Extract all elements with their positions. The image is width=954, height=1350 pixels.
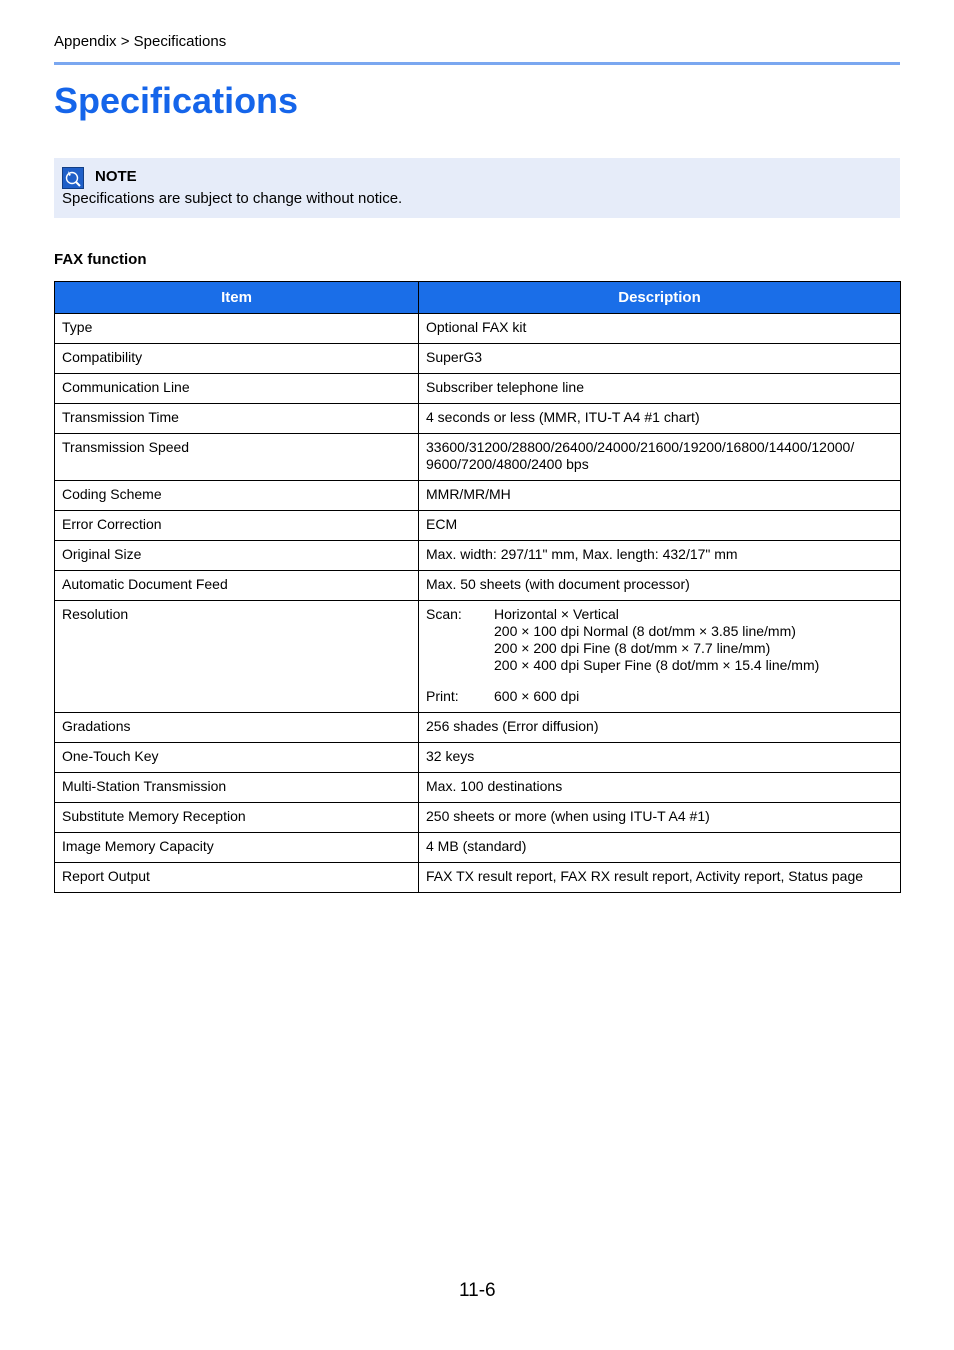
description-line: 32 keys (426, 748, 475, 764)
description-line: FAX TX result report, FAX RX result report, Activity report, Status page (426, 868, 864, 884)
table-row (55, 374, 901, 404)
table-body (55, 314, 901, 893)
spec-item-cell: Transmission Speed (55, 434, 419, 481)
spec-description-cell (419, 434, 901, 481)
description-line: Max. width: 297/11" mm, Max. length: 432/17" mm (426, 546, 738, 562)
resolution-value: 200 × 100 dpi Normal (8 dot/mm × 3.85 line/mm) (494, 623, 796, 639)
table-row (55, 773, 901, 803)
description-line: 4 seconds or less (MMR, ITU-T A4 #1 chart) (426, 409, 700, 425)
table-row (55, 314, 901, 344)
spec-item-cell: Image Memory Capacity (55, 833, 419, 863)
resolution-label (426, 657, 494, 674)
spec-description-cell (419, 863, 901, 893)
table-row (55, 863, 901, 893)
spec-description-cell (419, 404, 901, 434)
page-number: 11-6 (459, 1280, 496, 1301)
spec-description-cell (419, 743, 901, 773)
spec-description-cell (419, 833, 901, 863)
spec-description-cell (419, 541, 901, 571)
spec-description-cell (419, 713, 901, 743)
spec-description-cell (419, 773, 901, 803)
section-heading: FAX function (54, 251, 147, 268)
spec-description-cell (419, 344, 901, 374)
note-label: NOTE (95, 168, 137, 185)
page-title: Specifications (54, 80, 299, 121)
table-row (55, 404, 901, 434)
description-line: Max. 100 destinations (426, 778, 563, 794)
resolution-label (426, 640, 494, 657)
spec-item-cell: Compatibility (55, 344, 419, 374)
resolution-line (426, 606, 893, 623)
spec-description-cell (419, 481, 901, 511)
table-row (55, 601, 901, 713)
table-row (55, 481, 901, 511)
table-row (55, 713, 901, 743)
table-row (55, 833, 901, 863)
table-header-row (55, 282, 901, 314)
description-line: Max. 50 sheets (with document processor) (426, 576, 690, 592)
resolution-value: 200 × 200 dpi Fine (8 dot/mm × 7.7 line/mm) (494, 640, 771, 656)
resolution-label (426, 623, 494, 640)
resolution-value: 600 × 600 dpi (494, 688, 580, 704)
spec-description-cell (419, 571, 901, 601)
description-line: SuperG3 (426, 349, 483, 365)
spec-item-cell: One-Touch Key (55, 743, 419, 773)
table-row (55, 743, 901, 773)
table-row (55, 511, 901, 541)
spec-item-cell: Type (55, 314, 419, 344)
spec-description-cell (419, 803, 901, 833)
spec-description-cell (419, 374, 901, 404)
note-text: Specifications are subject to change without notice. (62, 190, 403, 207)
spec-item-cell: Automatic Document Feed (55, 571, 419, 601)
spec-item-cell: Report Output (55, 863, 419, 893)
spec-item-cell: Multi-Station Transmission (55, 773, 419, 803)
spec-item-cell: Substitute Memory Reception (55, 803, 419, 833)
spec-description-cell (419, 314, 901, 344)
table-row (55, 344, 901, 374)
note-icon (62, 167, 84, 189)
description-line: 256 shades (Error diffusion) (426, 718, 599, 734)
resolution-line (426, 688, 893, 705)
spec-item-cell: Transmission Time (55, 404, 419, 434)
table-row (55, 434, 901, 481)
description-line: MMR/MR/MH (426, 486, 511, 502)
resolution-label: Print: (426, 688, 459, 704)
resolution-line (426, 657, 893, 674)
description-line: 4 MB (standard) (426, 838, 527, 854)
description-line: 9600/7200/4800/2400 bps (426, 456, 589, 472)
resolution-label: Scan: (426, 606, 462, 622)
spec-item-cell: Original Size (55, 541, 419, 571)
spec-table (54, 281, 901, 893)
spec-item-cell: Coding Scheme (55, 481, 419, 511)
table-row (55, 803, 901, 833)
spec-description-cell (419, 511, 901, 541)
description-line: 33600/31200/28800/26400/24000/21600/19200/16800/14400/12000/ (426, 439, 855, 455)
breadcrumb: Appendix > Specifications (54, 33, 227, 50)
resolution-value: Horizontal × Vertical (494, 606, 619, 622)
header-rule (54, 62, 900, 65)
table-row (55, 571, 901, 601)
table-row (55, 541, 901, 571)
spec-description-cell (419, 601, 901, 713)
resolution-line (426, 623, 893, 640)
description-line: Subscriber telephone line (426, 379, 584, 395)
spec-item-cell: Error Correction (55, 511, 419, 541)
description-line: 250 sheets or more (when using ITU-T A4 #1) (426, 808, 710, 824)
spec-item-cell: Gradations (55, 713, 419, 743)
spec-item-cell: Communication Line (55, 374, 419, 404)
resolution-value: 200 × 400 dpi Super Fine (8 dot/mm × 15.4 line/mm) (494, 657, 820, 673)
note-box (54, 158, 900, 218)
column-header-item: Item (55, 282, 419, 314)
resolution-line (426, 640, 893, 657)
description-line: ECM (426, 516, 458, 532)
column-header-description: Description (419, 282, 901, 314)
spec-item-cell: Resolution (55, 601, 419, 713)
description-line: Optional FAX kit (426, 319, 527, 335)
